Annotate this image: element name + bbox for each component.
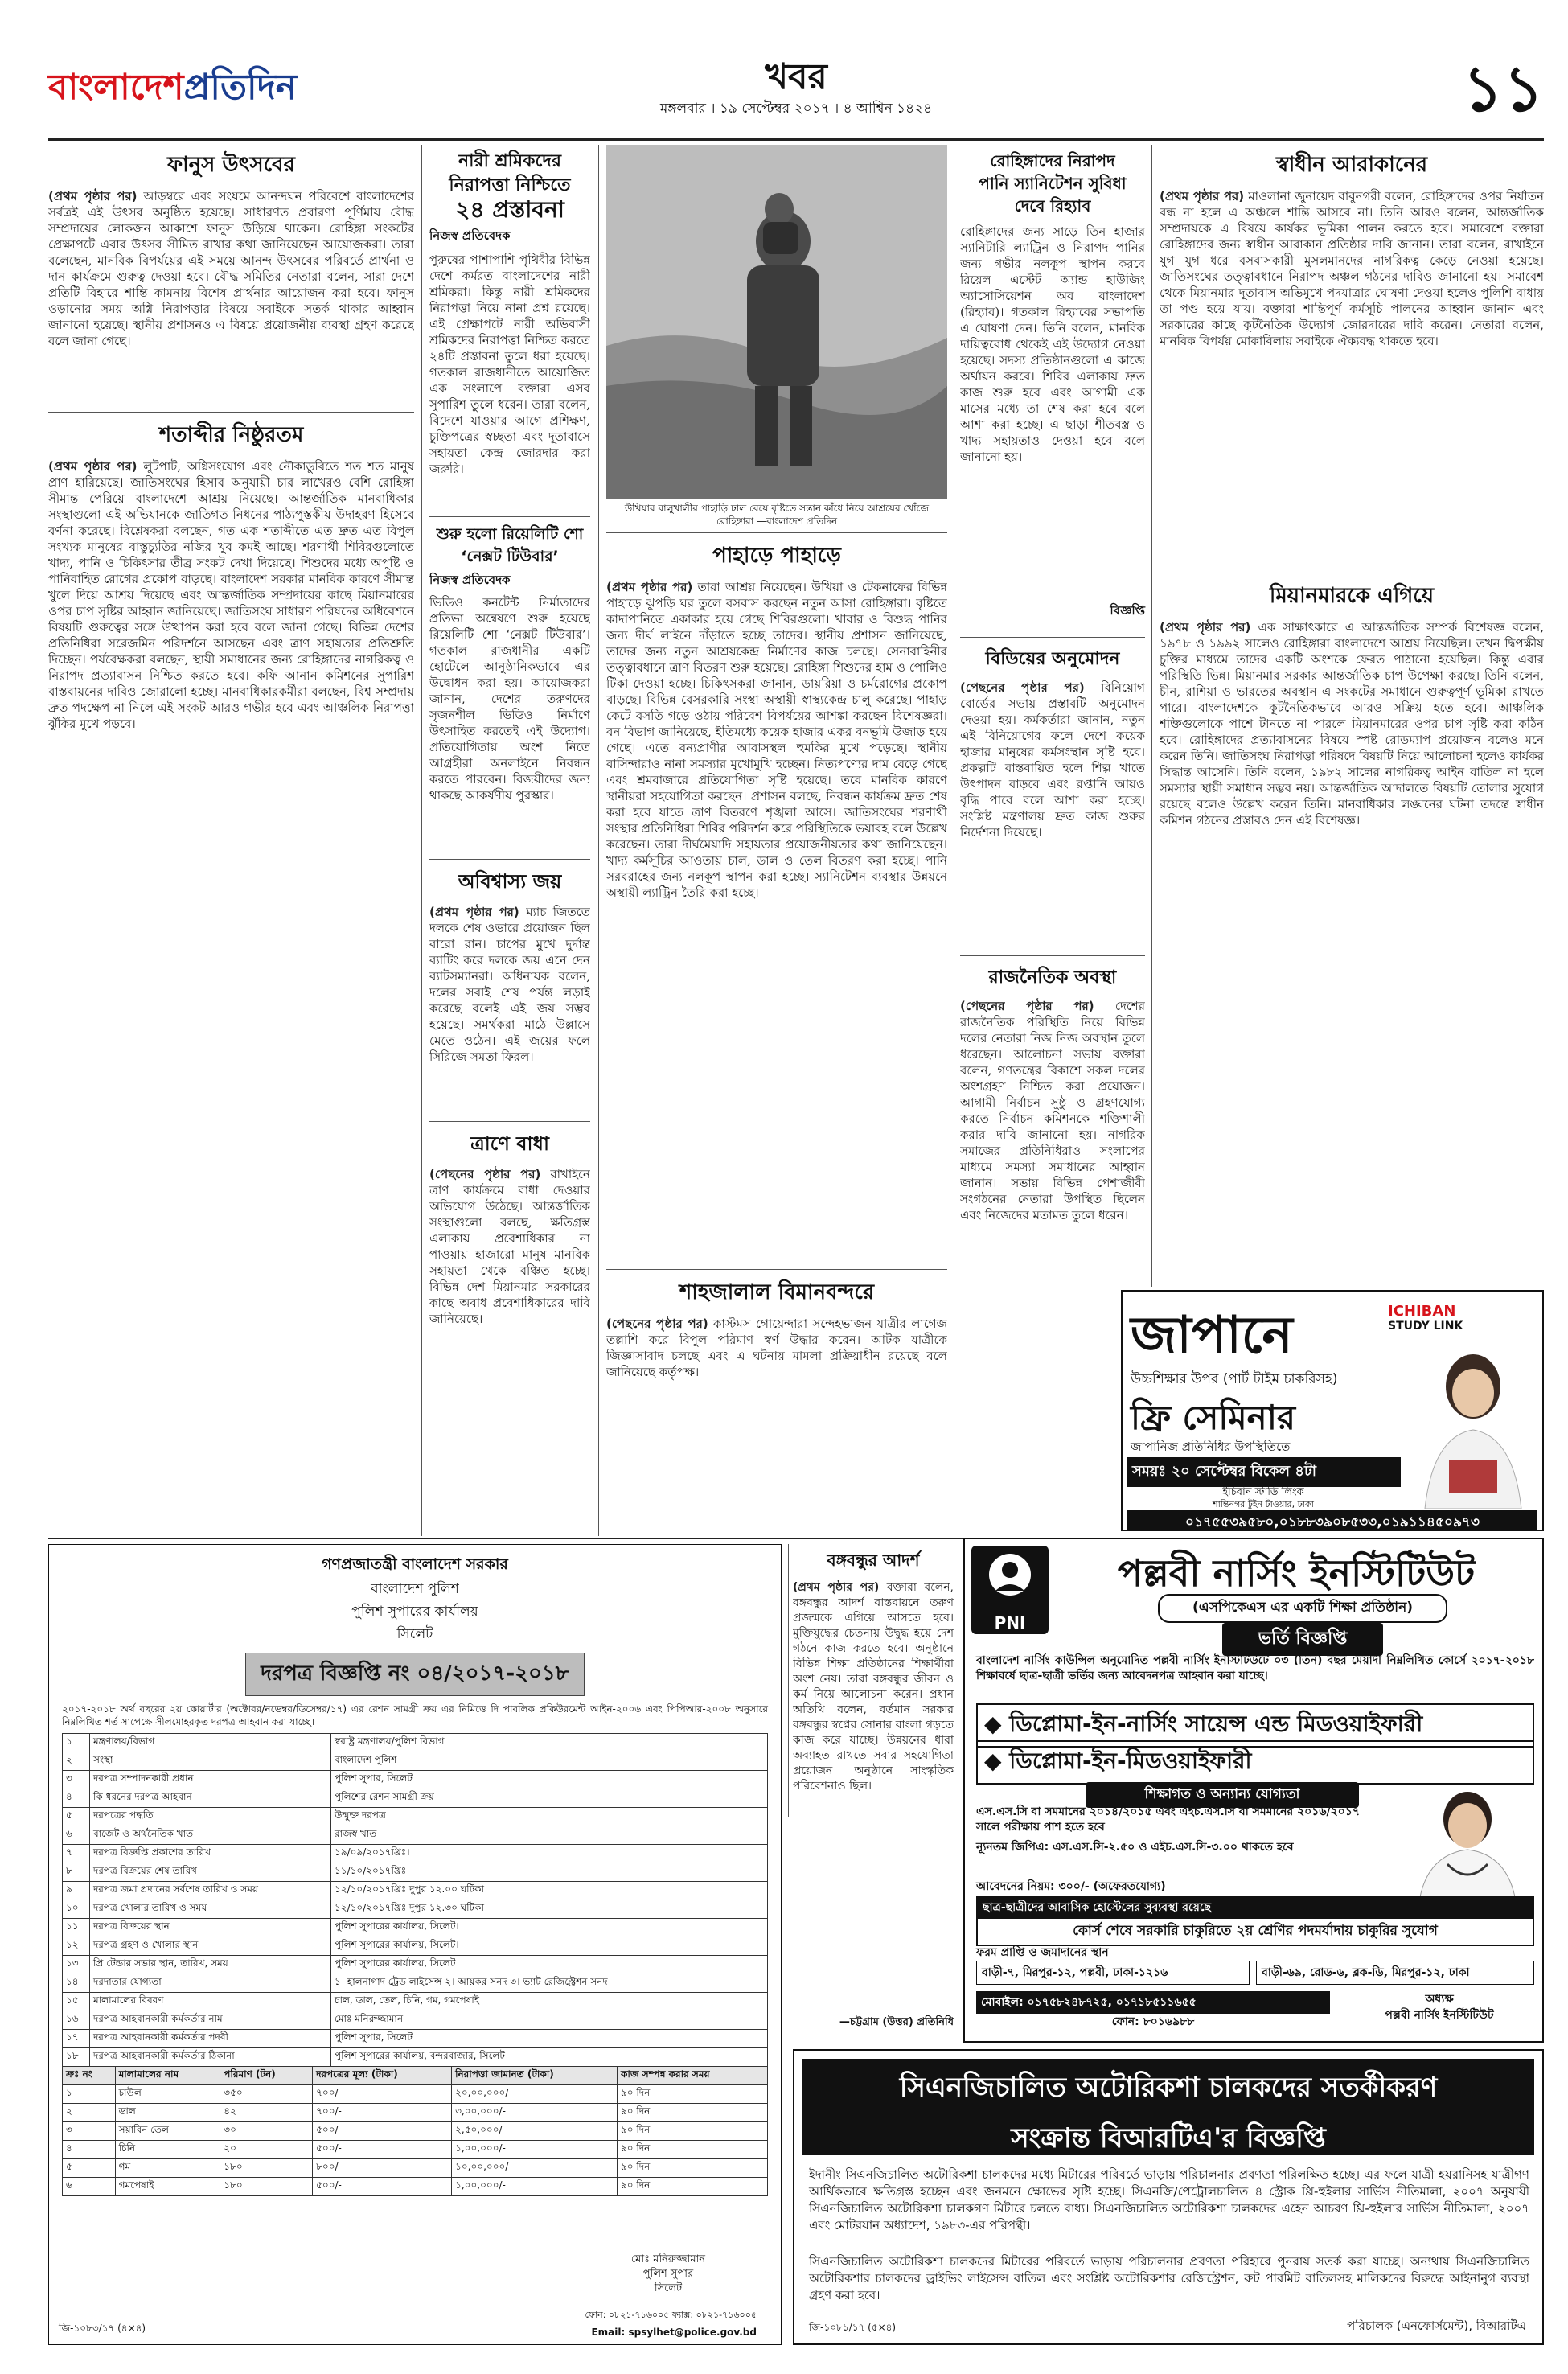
hostel-info: ছাত্র-ছাত্রীদের আবাসিক হোস্টেলের সুব্যবস্থা রয়েছে <box>976 1896 1534 1919</box>
tender-cell: ১৮ <box>63 2048 90 2067</box>
article-headline[interactable] <box>429 150 590 222</box>
brta-signer: পরিচালক (এনফোর্সমেন্ট), বিআরটিএ <box>1347 2319 1526 2333</box>
tender-cell: ৭ <box>63 1845 90 1863</box>
dateline: মঙ্গলবার । ১৯ সেপ্টেম্বর ২০১৭ । ৪ আশ্বিন ১৪২৪ <box>659 101 933 117</box>
items-cell: ২০ <box>220 2141 313 2159</box>
qualification-2: ন্যূনতম জিপিএ: এস.এস.সি-২.৫০ ও এইচ.এস.সি-৩.০০ থাকতে হবে <box>976 1841 1294 1854</box>
flood-photo <box>606 145 947 499</box>
police-tender-notice[interactable] <box>48 1544 782 2345</box>
article-headline[interactable] <box>960 150 1145 217</box>
tender-banner: দরপত্র বিজ্ঞপ্তি নং ০৪/২০১৭-২০১৮ <box>245 1653 584 1696</box>
article-headline[interactable]: ফানুস উৎসবের <box>167 153 295 177</box>
tender-cell: ১। হালনাগাদ ট্রেড লাইসেন্স ২। আয়কর সনদ ৩। ভ্যাট রেজিস্ট্রেশন সনদ <box>331 1974 768 1993</box>
article-miyanmar <box>1160 576 1544 1284</box>
tender-row <box>63 2011 768 2030</box>
article-shahjalal <box>606 1272 947 1473</box>
items-cell: ৩,০০,০০০/- <box>452 2104 618 2122</box>
items-cell: ৯০ দিন <box>617 2178 767 2196</box>
nursing-signer-title: অধ্যক্ষ <box>1425 1993 1454 2006</box>
tender-dept: বাংলাদেশ পুলিশ <box>371 1581 459 1597</box>
tender-row <box>63 1900 768 1919</box>
section-rule <box>48 412 414 413</box>
tender-row <box>63 2030 768 2048</box>
course-1[interactable]: ◆ ডিপ্লোমা-ইন-নার্সিং সায়েন্স এন্ড মিডওয়াইফারী <box>976 1703 1534 1748</box>
nursing-phone: ফোন: ৮০১৬৯৮৮ <box>1111 2015 1195 2028</box>
tender-row <box>63 1826 768 1845</box>
tender-code: জি-১০৮৩/১৭ (৪×৪) <box>59 2323 146 2334</box>
student-photo <box>1409 1340 1537 1509</box>
photo-caption: উখিয়ার বালুখালীর পাহাড়ি ঢাল বেয়ে বৃষ্টিতে সন্তান কাঁধে নিয়ে আশ্রয়ের খোঁজে রোহিঙ্গারা —বাংলাদেশ প্রতিদিন <box>624 503 930 527</box>
article-rohingyader <box>960 145 1145 635</box>
items-cell: গমপেষাই <box>115 2178 220 2196</box>
tender-row <box>63 1808 768 1826</box>
tender-cell: স্বরাষ্ট্র মন্ত্রণালয়/পুলিশ বিভাগ <box>331 1734 768 1752</box>
headline-line: পানি স্যানিটেশন সুবিধা <box>979 174 1127 193</box>
free-seminar: ফ্রি সেমিনার <box>1131 1398 1296 1437</box>
nursing-signer <box>1343 1991 1536 2023</box>
article-body: ভিডিও কনটেন্ট নির্মাতাদের প্রতিভা অন্বেষণে শুরু হয়েছে রিয়েলিটি শো ‘নেক্সট টিউবার’। গতকাল রাজধানীর একটি হোটেলে আনুষ্ঠানিকভাবে এর উদ্বোধন করা হয়। আয়োজকরা জানান, দেশের তরুণদের সৃজনশীল ভিডিও নির্মাণে উৎসাহিত করতেই এই উদ্যোগ। প্রতিযোগিতায় অংশ নিতে আগ্রহীরা অনলাইনে নিবন্ধন করতে পারবেন। বিজয়ীদের জন্য থাকছে আকর্ষণীয় পুরস্কার। <box>429 595 590 803</box>
tender-cell: পুলিশ সুপার, সিলেট <box>331 2030 768 2048</box>
items-row <box>63 2122 768 2141</box>
items-cell: ৪২ <box>220 2104 313 2122</box>
byline: নিজস্ব প্রতিবেদক <box>429 228 511 243</box>
tender-signature <box>580 2253 757 2296</box>
items-cell: ২ <box>63 2104 116 2122</box>
nursing-sub: (এসপিকেএস এর একটি শিক্ষা প্রতিষ্ঠান) <box>1158 1594 1447 1623</box>
section-name: খবর <box>765 56 827 97</box>
job-opportunity: কোর্স শেষে সরকারি চাকুরিতে ২য় শ্রেণির পদমর্যাদায় চাকুরির সুযোগ <box>976 1917 1534 1946</box>
tender-cell: মালামালের বিবরণ <box>90 1993 331 2011</box>
headline-line: শুরু হলো রিয়েলিটি শো <box>436 525 584 543</box>
tender-row <box>63 1752 768 1771</box>
japanese-rep: জাপানিজ প্রতিনিধির উপস্থিতিতে <box>1131 1440 1291 1454</box>
jump-label: (প্রথম পৃষ্ঠার পর) <box>793 1581 880 1594</box>
column-divider <box>1151 145 1152 1287</box>
tender-cell: মন্ত্রণালয়/বিভাগ <box>90 1734 331 1752</box>
items-header-cell: দরপত্রের মূল্য (টাকা) <box>313 2067 452 2085</box>
items-cell: ৫০০/- <box>313 2178 452 2196</box>
course-2-label: ডিপ্লোমা-ইন-মিডওয়াইফারী <box>1009 1748 1252 1774</box>
tender-cell: দরপত্র জমা প্রদানের সর্বশেষ তারিখ ও সময় <box>90 1882 331 1900</box>
article-headline[interactable]: পাহাড়ে পাহাড়ে <box>712 544 841 568</box>
article-body: আড়ম্বরে এবং সংযমে আনন্দঘন পরিবেশে বাংলাদেশের সর্বত্রই এই উৎসব অনুষ্ঠিত হয়েছে। সাধারণত প্রবারণা পূর্ণিমায় বৌদ্ধ সম্প্রদায়ের লোকজন আকাশে ফানুস উড়িয়ে থাকেন। রোহিঙ্গা সংকটের প্রেক্ষাপটে এবার উৎসব সীমিত রাখার কথা জানিয়েছেন আয়োজকরা। তারা বলেছেন, মানবিক বিপর্যয়ের এই সময়ে আনন্দ উৎসবের পরিবর্তে প্রার্থনা ও দান কার্যক্রমে গুরুত্ব দেওয়া হবে। বৌদ্ধ সমিতির নেতারা বলেন, সারা দেশে প্রতিটি বিহারে শান্তি কামনায় বিশেষ প্রার্থনার আয়োজন করা হবে। ফানুস ওড়ানোর সময় অগ্নি নিরাপত্তার বিষয়ে সবাইকে সতর্ক থাকার আহ্বান জানানো হয়েছে। স্থানীয় প্রশাসনও এ বিষয়ে প্রয়োজনীয় ব্যবস্থা গ্রহণ করেছে বলে জানা গেছে। <box>48 189 414 348</box>
japan-ad-org: ইচিবান স্টাডি লিংক <box>1222 1486 1304 1498</box>
tender-contact: ফোন: ০৮২১-৭১৬০০৫ ফ্যাক্স: ০৮২১-৭১৬০০৫ <box>585 2310 757 2320</box>
article-headline[interactable] <box>429 523 590 568</box>
section-rule <box>429 859 590 860</box>
items-header-cell: ক্রঃ নং <box>63 2067 116 2085</box>
nursing-signer-org: পল্লবী নার্সিং ইনস্টিটিউট <box>1385 2009 1494 2022</box>
tender-cell: ১৭ <box>63 2030 90 2048</box>
tender-cell: ৯ <box>63 1882 90 1900</box>
jump-label: (প্রথম পৃষ্ঠার পর) <box>1160 189 1245 203</box>
items-row <box>63 2178 768 2196</box>
brta-title-2: সংক্রান্ত বিআরটিএ'র বিজ্ঞপ্তি <box>1011 2122 1326 2154</box>
tender-cell: দরপত্র সম্পাদনকারী প্রধান <box>90 1771 331 1789</box>
byline: —চট্টগ্রাম (উত্তর) প্রতিনিধি <box>839 2016 954 2028</box>
tender-cell: পুলিশ সুপার, সিলেট <box>331 1771 768 1789</box>
jump-label: (প্রথম পৃষ্ঠার পর) <box>48 459 138 474</box>
article-body: তারা আশ্রয় নিয়েছেন। উখিয়া ও টেকনাফের বিভিন্ন পাহাড়ে ঝুপড়ি ঘর তুলে বসবাস করছেন নতুন আসা রোহিঙ্গারা। বৃষ্টিতে কাদাপানিতে একাকার হয়ে গেছে শিবিরগুলো। খাবার ও বিশুদ্ধ পানির জন্য দীর্ঘ লাইনে দাঁড়াতে হচ্ছে তাদের। স্থানীয় প্রশাসন জানিয়েছে, তাদের জন্য নতুন আশ্রয়কেন্দ্র নির্মাণের কাজ চলছে। সেনাবাহিনীর তত্ত্বাবধানে ত্রাণ বিতরণ শুরু হয়েছে। রোহিঙ্গা শিশুদের হাম ও পোলিও টিকা দেওয়া হচ্ছে। চিকিৎসকরা জানান, ডায়রিয়া ও চর্মরোগের প্রকোপ বাড়ছে। বিভিন্ন বেসরকারি সংস্থা অস্থায়ী স্বাস্থ্যকেন্দ্র চালু করেছে। পাহাড় কেটে বসতি গড়ে ওঠায় পরিবেশ বিপর্যয়ের আশঙ্কা করছেন বিশেষজ্ঞরা। বন বিভাগ জানিয়েছে, ইতিমধ্যে কয়েক হাজার একর বনভূমি উজাড় হয়ে গেছে। এতে বন্যপ্রাণীর আবাসস্থল হুমকির মুখে পড়েছে। স্থানীয় বাসিন্দারাও নানা সমস্যার মুখোমুখি হচ্ছেন। নিত্যপণ্যের দাম বেড়ে গেছে এবং শ্রমবাজারে প্রতিযোগিতা সৃষ্টি হয়েছে। তবে মানবিক কারণে স্থানীয়রা সহযোগিতা করছেন। প্রশাসন বলছে, নিবন্ধন কার্যক্রম দ্রুত শেষ করা হবে যাতে ত্রাণ বিতরণে শৃঙ্খলা আসে। জাতিসংঘের শরণার্থী সংস্থার প্রতিনিধিরা শিবির পরিদর্শন করে পরিস্থিতিকে ভয়াবহ বলে উল্লেখ করেছেন। তারা দীর্ঘমেয়াদি সহায়তার প্রয়োজনীয়তার কথা জানিয়েছেন। খাদ্য কর্মসূচির আওতায় চাল, ডাল ও তেল বিতরণ করা হচ্ছে। পানি সরবরাহের জন্য নলকূপ স্থাপন করা হচ্ছে। স্যানিটেশন ব্যবস্থার উন্নয়নে অস্থায়ী ল্যাট্রিন তৈরি করা হচ্ছে। <box>606 580 947 900</box>
headline-line: দেবে রিহ্যাব <box>1014 196 1091 216</box>
jump-label: (পেছনের পৃষ্ঠার পর) <box>606 1316 708 1331</box>
byline: বিজ্ঞপ্তি <box>1110 603 1145 618</box>
article-body: দেশের রাজনৈতিক পরিস্থিতি নিয়ে বিভিন্ন দলের নেতারা নিজ নিজ অবস্থান তুলে ধরেছেন। আলোচনা সভায় বক্তারা বলেন, গণতন্ত্রের বিকাশে সকল দলের অংশগ্রহণ নিশ্চিত করা প্রয়োজন। আগামী নির্বাচন সুষ্ঠু ও গ্রহণযোগ্য করতে নির্বাচন কমিশনকে শক্তিশালী করার দাবি জানানো হয়। নাগরিক সমাজের প্রতিনিধিরাও সংলাপের মাধ্যমে সমস্যা সমাধানের আহ্বান জানান। সভায় বিভিন্ন পেশাজীবী সংগঠনের নেতারা উপস্থিত ছিলেন এবং নিজেদের মতামত তুলে ধরেন। <box>960 999 1145 1222</box>
article-obishshasho <box>429 862 590 1119</box>
article-tran <box>429 1124 590 1534</box>
tender-cell: ২ <box>63 1752 90 1771</box>
pni-logo-text: PNI <box>994 1613 1026 1633</box>
tender-cell: উন্মুক্ত দরপত্র <box>331 1808 768 1826</box>
article-body: এক সাক্ষাৎকারে এ আন্তর্জাতিক সম্পর্ক বিশেষজ্ঞ বলেন, ১৯৭৮ ও ১৯৯২ সালেও রোহিঙ্গারা বাংলাদেশে আশ্রয় নিয়েছিল। তখন দ্বিপক্ষীয় চুক্তির মাধ্যমে তাদের একটি অংশকে ফেরত পাঠানো হয়েছিল। কিন্তু এবার পরিস্থিতি ভিন্ন। মিয়ানমার সরকার আন্তর্জাতিক চাপ উপেক্ষা করছে। তিনি বলেন, চীন, রাশিয়া ও ভারতের অবস্থান এ সংকটের সমাধানে গুরুত্বপূর্ণ ভূমিকা রাখতে পারে। বাংলাদেশকে কূটনৈতিকভাবে আরও সক্রিয় হতে হবে। আঞ্চলিক শক্তিগুলোকে পাশে টানতে না পারলে মিয়ানমারের ওপর চাপ সৃষ্টি করা কঠিন হবে। রোহিঙ্গাদের প্রত্যাবাসনের বিষয়ে স্পষ্ট রোডম্যাপ প্রয়োজন বলেও মনে করেন তিনি। জাতিসংঘ নিরাপত্তা পরিষদে বিষয়টি নিয়ে আলোচনা হলেও কার্যকর সিদ্ধান্ত আসেনি। তিনি বলেন, ১৯৮২ সালের নাগরিকত্ব আইন বাতিল না হলে সমস্যার স্থায়ী সমাধান সম্ভব নয়। আন্তর্জাতিক আদালতে বিষয়টি তোলার সুযোগ রয়েছে বলেও উল্লেখ করেন তিনি। মানবাধিকার লঙ্ঘনের ঘটনা তদন্তে স্বাধীন কমিশন গঠনের প্রস্তাবও দেন এই বিশেষজ্ঞ। <box>1160 620 1544 828</box>
tender-cell: ১২/১০/২০১৭খ্রিঃ দুপুর ১২.৩০ ঘটিকা <box>331 1900 768 1919</box>
items-cell: ৫০০/- <box>313 2141 452 2159</box>
items-cell: ১,০০,০০০/- <box>452 2178 618 2196</box>
japan-ad-subtitle: উচ্চশিক্ষার উপর (পার্ট টাইম চাকরিসহ) <box>1131 1371 1338 1387</box>
jump-label: (পেছনের পৃষ্ঠার পর) <box>960 999 1094 1013</box>
article-body: বিনিয়োগ বোর্ডের সভায় প্রস্তাবটি অনুমোদন দেওয়া হয়। কর্মকর্তারা জানান, নতুন এই বিনিয়োগের ফলে দেশে কয়েক হাজার মানুষের কর্মসংস্থান সৃষ্টি হবে। প্রকল্পটি বাস্তবায়িত হলে শিল্প খাতে উৎপাদন বাড়বে এবং রপ্তানি আয়ও বৃদ্ধি পাবে বলে আশা করা হচ্ছে। সংশ্লিষ্ট মন্ত্রণালয় দ্রুত কাজ শুরুর নির্দেশনা দিয়েছে। <box>960 680 1145 840</box>
items-header-cell: কাজ সম্পন্ন করার সময় <box>617 2067 767 2085</box>
article-headline[interactable]: স্বাধীন আরাকানের <box>1275 153 1428 177</box>
tender-row <box>63 1937 768 1956</box>
items-cell: ২,৫০,০০০/- <box>452 2122 618 2141</box>
article-headline[interactable]: ত্রাণে বাধা <box>470 1132 549 1155</box>
headline-line: নারী শ্রমিকদের <box>458 151 561 171</box>
nursing-institute-ad[interactable] <box>963 1538 1544 2043</box>
items-cell: ১০,০০,০০০/- <box>452 2159 618 2178</box>
tender-cell: ৪ <box>63 1789 90 1808</box>
headline-line: রোহিঙ্গাদের নিরাপদ <box>990 151 1115 170</box>
nurse-illustration <box>1399 1780 1536 1901</box>
signer-name: মোঃ মনিরুজ্জামান <box>630 2253 706 2265</box>
tender-row <box>63 1771 768 1789</box>
tender-cell: পুলিশ সুপারের কার্যালয়, সিলেট <box>331 1956 768 1974</box>
article-reality <box>429 520 590 857</box>
article-headline[interactable]: বিডিয়ের অনুমোদন <box>985 649 1120 669</box>
section-rule <box>960 637 1145 638</box>
tender-email[interactable]: Email: spsylhet@police.gov.bd <box>591 2327 757 2338</box>
items-cell: ২০,০০,০০০/- <box>452 2085 618 2104</box>
article-body: রোহিঙ্গাদের জন্য সাড়ে তিন হাজার স্যানিটারি ল্যাট্রিন ও নিরাপদ পানির জন্য গভীর নলকূপ স্থাপন করবে রিয়েল এস্টেট অ্যান্ড হাউজিং অ্যাসোসিয়েশন অব বাংলাদেশ (রিহ্যাব)। গতকাল রিহ্যাবের সভাপতি এ ঘোষণা দেন। তিনি বলেন, মানবিক দায়িত্ববোধ থেকেই এই উদ্যোগ নেওয়া হয়েছে। সদস্য প্রতিষ্ঠানগুলো এ কাজে অর্থায়ন করবে। শিবির এলাকায় দ্রুত কাজ শুরু হবে এবং আগামী এক মাসের মধ্যে তা শেষ করা হবে বলে আশা করা হচ্ছে। এ ছাড়া শীতবস্ত্র ও খাদ্য সহায়তাও দেওয়া হবে বলে জানানো হয়। <box>960 224 1145 464</box>
column-divider <box>598 145 599 1536</box>
campus-2: বাড়ী-৬৯, রোড-৬, ব্লক-ডি, মিরপুর-১২, ঢাকা <box>1256 1961 1534 1985</box>
tender-cell: ৮ <box>63 1863 90 1882</box>
pni-logo <box>971 1546 1049 1634</box>
items-cell: ১ <box>63 2085 116 2104</box>
logo-main: ICHIBAN <box>1388 1303 1456 1320</box>
tender-cell: রাজস্ব খাত <box>331 1826 768 1845</box>
tender-gov: গণপ্রজাতন্ত্রী বাংলাদেশ সরকার <box>322 1555 508 1573</box>
article-headline[interactable]: রাজনৈতিক অবস্থা <box>988 967 1117 988</box>
tender-cell: মোঃ মনিরুজ্জামান <box>331 2011 768 2030</box>
japan-ad-phones: ০১৭৫৫৩৯৫৮০,০১৮৮৩৯০৮৫৩৩,০১৯১১৪৫০৯৭৩ <box>1127 1510 1537 1531</box>
jump-label: (পেছনের পৃষ্ঠার পর) <box>960 680 1085 695</box>
jump-label: (প্রথম পৃষ্ঠার পর) <box>48 189 138 203</box>
tender-items-table <box>62 2066 768 2196</box>
brta-para-1: ইদানীং সিএনজিচালিত অটোরিকশা চালকদের মধ্যে মিটারের পরিবর্তে ভাড়ায় পরিচালনার প্রবণতা পরিলক্ষিত হচ্ছে। এর ফলে যাত্রী হয়রানিসহ যাত্রীগণ আর্থিকভাবে ক্ষতিগ্রস্ত হচ্ছেন এবং জনমনে ক্ষোভের সৃষ্টি হচ্ছে। সিএনজি/পেট্রোলচালিত ৪ স্ট্রোক থ্রি-হুইলার সার্ভিস নীতিমালা, ২০০৭ অনুযায়ী সিএনজিচালিত অটোরিকশা চালকগণ মিটারে চলতে বাধ্য। সিএনজিচালিত অটোরিকশা চালকদের এহেন আচরণ থ্রি-হুইলার সার্ভিস নীতিমালা, ২০০৭ এবং মোটরযান অধ্যাদেশ, ১৯৮৩-এর পরিপন্থী। <box>809 2167 1529 2232</box>
items-cell: ৭০০/- <box>313 2104 452 2122</box>
items-cell: চাউল <box>115 2085 220 2104</box>
tender-details-table <box>62 1733 768 2067</box>
items-cell: সয়াবিন তেল <box>115 2122 220 2141</box>
tender-cell: বাজেট ও অর্থনৈতিক খাত <box>90 1826 331 1845</box>
items-cell: গম <box>115 2159 220 2178</box>
tender-row <box>63 1734 768 1752</box>
tender-cell: ৩ <box>63 1771 90 1789</box>
tender-cell: কি ধরনের দরপত্র আহবান <box>90 1789 331 1808</box>
tender-cell: ১৫ <box>63 1993 90 2011</box>
headline-line: ‘নেক্সট টিউবার’ <box>461 548 559 565</box>
tender-cell: ১০ <box>63 1900 90 1919</box>
items-cell: ৪ <box>63 2141 116 2159</box>
tender-row <box>63 1974 768 1993</box>
page-number: ১১ <box>1462 53 1544 125</box>
items-cell: ৯০ দিন <box>617 2104 767 2122</box>
tender-cell: দরপত্র বিক্রয়ের শেষ তারিখ <box>90 1863 331 1882</box>
column-divider <box>421 145 422 1536</box>
article-headline[interactable]: শাহজালাল বিমানবন্দরে <box>679 1280 875 1304</box>
nursing-title: পল্লবী নার্সিং ইনস্টিটিউট <box>1117 1551 1476 1595</box>
headline-line: ২৪ প্রস্তাবনা <box>455 196 564 223</box>
items-row <box>63 2141 768 2159</box>
qualification-1: এস.এস.সি বা সমমানের ২০১৪/২০১৫ এবং এইচ.এস.সি বা সমমানের ২০১৬/২০১৭ সালে পরীক্ষায় পাশ হতে হবে <box>976 1805 1360 1834</box>
tender-intro: ২০১৭-২০১৮ অর্থ বছরের ২য় কোয়ার্টার (অক্টোবর/নভেম্বর/ডিসেম্বর/১৭) এর রেশন সামগ্রী ক্রয় এর নিমিত্তে দি পাবলিক প্রকিউরমেন্ট আইন-২০০৬ এবং পিপিআর-২০০৮ অনুসারে নিম্নলিখিত শর্ত সাপেক্ষে সীলমোহরকৃত দরপত্র আহবান করা যাচ্ছে। <box>62 1703 768 1727</box>
course-1-label: ডিপ্লোমা-ইন-নার্সিং সায়েন্স এন্ড মিডওয়াইফারী <box>1009 1711 1423 1737</box>
article-headline[interactable]: অবিশ্বাস্য জয় <box>458 870 562 893</box>
items-cell: ৯০ দিন <box>617 2085 767 2104</box>
jump-label: (প্রথম পৃষ্ঠার পর) <box>1160 620 1251 635</box>
items-cell: ১,০০,০০০/- <box>452 2141 618 2159</box>
tender-cell: সংস্থা <box>90 1752 331 1771</box>
brta-para-2: সিএনজিচালিত অটোরিকশা চালকদের মিটারের পরিবর্তে ভাড়ায় পরিচালনার প্রবণতা পরিহারে পুনরায় সতর্ক করা যাচ্ছে। অন্যথায় সিএনজিচালিত অটোরিকশার চালকদের ড্রাইভিং লাইসেন্স বাতিল এবং সংশ্লিষ্ট অটোরিকশার রেজিস্ট্রেশন, রুট পারমিট বাতিলসহ মালিকদের বিরুদ্ধে আইনানুগ ব্যবস্থা গ্রহণ করা হবে। <box>809 2254 1529 2302</box>
tender-cell: ১৬ <box>63 2011 90 2030</box>
tender-cell: দরপত্র আহবানকারী কর্মকর্তার নাম <box>90 2011 331 2030</box>
tender-cell: বাংলাদেশ পুলিশ <box>331 1752 768 1771</box>
signer-title: পুলিশ সুপার <box>642 2268 694 2280</box>
qualification-heading: শিক্ষাগত ও অন্যান্য যোগ্যতা <box>1086 1782 1359 1808</box>
brta-notice-ad[interactable] <box>793 2049 1544 2345</box>
tender-row <box>63 1789 768 1808</box>
tender-city: সিলেট <box>396 1626 433 1642</box>
section-rule <box>429 516 590 517</box>
items-cell: ৯০ দিন <box>617 2122 767 2141</box>
article-headline[interactable]: শতাব্দীর নিষ্ঠুরতম <box>158 423 304 447</box>
section-rule <box>606 1269 947 1270</box>
japan-ad-title: জাপানে <box>1131 1306 1293 1366</box>
logo-part-1: বাংলাদেশ <box>48 67 184 108</box>
nurse-photo <box>1399 1780 1536 1901</box>
tender-row <box>63 1919 768 1937</box>
items-cell: ৩ <box>63 2122 116 2141</box>
tender-row <box>63 1882 768 1900</box>
tender-cell: ৬ <box>63 1826 90 1845</box>
seminar-time: সময়ঃ ২০ সেপ্টেম্বর বিকেল ৪টা <box>1127 1457 1401 1487</box>
signer-city: সিলেট <box>654 2282 683 2294</box>
items-row <box>63 2159 768 2178</box>
tender-row <box>63 1845 768 1863</box>
section-rule <box>606 532 947 533</box>
tender-cell: দরপত্রের পদ্ধতি <box>90 1808 331 1826</box>
brta-title-banner <box>802 2059 1534 2155</box>
jump-label: (প্রথম পৃষ্ঠার পর) <box>606 580 693 594</box>
course-2[interactable]: ◆ ডিপ্লোমা-ইন-মিডওয়াইফারী <box>976 1740 1534 1785</box>
items-cell: ৬ <box>63 2178 116 2196</box>
article-headline[interactable]: বঙ্গবন্ধুর আদর্শ <box>827 1550 920 1570</box>
tender-row <box>63 1956 768 1974</box>
jump-label: (প্রথম পৃষ্ঠার পর) <box>429 905 519 919</box>
tender-cell: ১৪ <box>63 1974 90 1993</box>
section-rule <box>960 955 1145 956</box>
article-body: রাখাইনে ত্রাণ কার্যক্রমে বাধা দেওয়ার অভিযোগ উঠেছে। আন্তর্জাতিক সংস্থাগুলো বলছে, ক্ষতিগ্রস্ত এলাকায় প্রবেশাধিকার না পাওয়ায় হাজারো মানুষ মানবিক সহায়তা থেকে বঞ্চিত হচ্ছে। বিভিন্ন দেশ মিয়ানমার সরকারের কাছে অবাধ প্রবেশাধিকারের দাবি জানিয়েছে। <box>429 1167 590 1326</box>
tender-cell: চাল, ডাল, তেল, চিনি, গম, গমপেষাই <box>331 1993 768 2011</box>
tender-cell: পুলিশের রেশন সামগ্রী ক্রয় <box>331 1789 768 1808</box>
items-cell: ৫০০/- <box>313 2122 452 2141</box>
byline: নিজস্ব প্রতিবেদক <box>429 573 511 587</box>
items-cell: ৩০ <box>220 2122 313 2141</box>
section-rule <box>429 1121 590 1122</box>
article-fanus <box>48 145 414 410</box>
lower-section-rule <box>48 1538 1121 1539</box>
article-rajnoitik <box>960 959 1145 1473</box>
tender-cell: ৫ <box>63 1808 90 1826</box>
tender-cell: ১২/১০/২০১৭খ্রিঃ দুপুর ১২.০০ ঘটিকা <box>331 1882 768 1900</box>
items-cell: ৭০০/- <box>313 2085 452 2104</box>
tender-cell: ১৯/০৯/২০১৭খ্রিঃ। <box>331 1845 768 1863</box>
tender-office: পুলিশ সুপারের কার্যালয় <box>351 1604 478 1620</box>
tender-cell: ১১ <box>63 1919 90 1937</box>
items-cell: ১৮০ <box>220 2178 313 2196</box>
ichiban-logo <box>1388 1303 1533 1333</box>
headline-line: নিরাপত্তা নিশ্চিতে <box>449 175 571 195</box>
tender-row <box>63 2048 768 2067</box>
items-cell: ৩৫০ <box>220 2085 313 2104</box>
campus-1: বাড়ী-৭, মিরপুর-১২, পল্লবী, ঢাকা-১২১৬ <box>976 1961 1250 1985</box>
items-cell: ৯০ দিন <box>617 2141 767 2159</box>
article-body: কাস্টমস গোয়েন্দারা সন্দেহভাজন যাত্রীর লাগেজ তল্লাশি করে বিপুল পরিমাণ স্বর্ণ উদ্ধার করেন। আটক যাত্রীকে জিজ্ঞাসাবাদ চলছে এবং এ ঘটনায় মামলা প্রক্রিয়াধীন রয়েছে বলে জানিয়েছে কর্তৃপক্ষ। <box>606 1316 947 1379</box>
admission-info: বাংলাদেশ নার্সিং কাউন্সিল অনুমোদিত পল্লবী নার্সিং ইনস্টিটিউটে ০৩ (তিন) বছর মেয়াদী নিম্নলিখিত কোর্সে ২০১৭-২০১৮ শিক্ষাবর্ষে ছাত্র-ছাত্রী ভর্তির জন্য আবেদনপত্র আহবান করা যাচ্ছে। <box>976 1654 1534 1682</box>
items-row <box>63 2085 768 2104</box>
newspaper-logo[interactable] <box>48 60 338 117</box>
article-body: মাওলানা জুনায়েদ বাবুনগরী বলেন, রোহিঙ্গাদের ওপর নির্যাতন বন্ধ না হলে এ অঞ্চলে শান্তি আসবে না। তিনি আরও বলেন, আন্তর্জাতিক সম্প্রদায়কে এ বিষয়ে কার্যকর ভূমিকা পালন করতে হবে। সমাবেশে বক্তারা রোহিঙ্গাদের জন্য স্বাধীন আরাকান প্রতিষ্ঠার দাবি জানান। তারা বলেন, রাখাইনে যুগ যুগ ধরে বসবাসকারী মুসলমানদের নাগরিকত্ব কেড়ে নেওয়া হয়েছে। জাতিসংঘের তত্ত্বাবধানে নিরাপদ অঞ্চল গঠনের দাবিও জানানো হয়। সমাবেশ থেকে মিয়ানমার দূতাবাস অভিমুখে পদযাত্রার ঘোষণা দেওয়া হলেও পুলিশি বাধায় তা পণ্ড হয়ে যায়। বক্তারা শান্তিপূর্ণ কর্মসূচি পালনের আহ্বান জানান এবং সরকারের কাছে কূটনৈতিক উদ্যোগ জোরদারের দাবি করেন। নেতারা বলেন, মানবিক বিপর্যয় মোকাবিলায় সবাইকে ঐক্যবদ্ধ থাকতে হবে। <box>1160 189 1544 348</box>
tender-cell: পুলিশ সুপারের কার্যালয়, বন্দরবাজার, সিলেট। <box>331 2048 768 2067</box>
tender-cell: পুলিশ সুপারের কার্যালয়, সিলেট। <box>331 1937 768 1956</box>
items-cell: ডাল <box>115 2104 220 2122</box>
items-header-cell: পরিমাণ (টন) <box>220 2067 313 2085</box>
application-fee: আবেদনের নিয়ম: ৩০০/- (অফেরতযোগ্য) <box>976 1880 1166 1893</box>
jump-label: (পেছনের পৃষ্ঠার পর) <box>429 1167 541 1181</box>
items-cell: ৯০ দিন <box>617 2159 767 2178</box>
article-shotabdir <box>48 415 414 1533</box>
items-cell: ৮০০/- <box>313 2159 452 2178</box>
tender-cell: ১৩ <box>63 1956 90 1974</box>
masthead <box>48 40 1544 137</box>
items-cell: ১৮০ <box>220 2159 313 2178</box>
tender-cell: দরপত্র গ্রহণ ও খোলার স্থান <box>90 1937 331 1956</box>
photo-illustration <box>606 145 947 499</box>
student-illustration <box>1409 1340 1537 1509</box>
items-header-cell: মালামালের নাম <box>115 2067 220 2085</box>
tender-cell: দরপত্র আহবানকারী কর্মকর্তার ঠিকানা <box>90 2048 331 2067</box>
tender-cell: ১ <box>63 1734 90 1752</box>
tender-cell: দরপত্র আহবানকারী কর্মকর্তার পদবী <box>90 2030 331 2048</box>
items-cell: ৫ <box>63 2159 116 2178</box>
japan-ad-address: শান্তিনগর টুইন টাওয়ার, ঢাকা <box>1213 1499 1314 1509</box>
tender-cell: দরপত্র বিক্রয়ের স্থান <box>90 1919 331 1937</box>
items-header-cell: নিরাপত্তা জামানত (টাকা) <box>452 2067 618 2085</box>
tender-cell: দরপত্র খোলার তারিখ ও সময় <box>90 1900 331 1919</box>
items-row <box>63 2104 768 2122</box>
logo-sub: STUDY LINK <box>1388 1320 1463 1333</box>
brta-title-1: সিএনজিচালিত অটোরিকশা চালকদের সতর্কীকরণ <box>899 2072 1438 2104</box>
article-shadhin <box>1160 145 1544 571</box>
article-bangabandhu <box>793 1544 954 2043</box>
tender-cell: প্রি টেন্ডার সভার স্থান, তারিখ, সময় <box>90 1956 331 1974</box>
article-headline[interactable]: মিয়ানমারকে এগিয়ে <box>1269 584 1435 608</box>
tender-cell: দরদাতার যোগ্যতা <box>90 1974 331 1993</box>
article-nari <box>429 145 590 515</box>
items-cell: চিনি <box>115 2141 220 2159</box>
column-divider <box>788 1544 789 1817</box>
article-body: লুটপাট, অগ্নিসংযোগ এবং নৌকাডুবিতে শত শত মানুষ প্রাণ হারিয়েছে। জাতিসংঘের হিসাব অনুযায়ী চার লাখেরও বেশি রোহিঙ্গা সীমান্ত পেরিয়ে বাংলাদেশে আশ্রয় নিয়েছে। আন্তর্জাতিক মানবাধিকার সংস্থাগুলো এই অভিযানকে জাতিগত নিধনের পাঠ্যপুস্তকীয় উদাহরণ হিসেবে বর্ণনা করেছে। বিশ্লেষকরা বলছেন, গত এক শতাব্দীতে এত দ্রুত এত বিপুল সংখ্যক মানুষের বাস্তুচ্যুতির নজির খুব কমই আছে। শরণার্থী শিবিরগুলোতে খাদ্য, পানি ও চিকিৎসার তীব্র সংকট দেখা দিয়েছে। শিশুদের মধ্যে অপুষ্টি ও পানিবাহিত রোগের প্রকোপ বাড়ছে। বাংলাদেশ সরকার মানবিক কারণে সীমান্ত খুলে দিয়ে আশ্রয় দিয়েছে এবং আন্তর্জাতিক সম্প্রদায়ের কাছে মিয়ানমারের ওপর চাপ সৃষ্টির আহ্বান জানিয়েছে। জাতিসংঘ সাধারণ পরিষদের অধিবেশনে বিষয়টি গুরুত্বের সঙ্গে উত্থাপন করা হবে বলে জানা গেছে। বিভিন্ন দেশের প্রতিনিধিরা সরেজমিন পরিদর্শনে আসছেন এবং ত্রাণ সহায়তার প্রতিশ্রুতি দিচ্ছেন। পর্যবেক্ষকরা বলছেন, স্থায়ী সমাধানের জন্য রোহিঙ্গাদের নাগরিকত্ব ও নিরাপদ প্রত্যাবাসন নিশ্চিত করতে হবে। কফি আনান কমিশনের সুপারিশ বাস্তবায়নের দাবিও জোরালো হচ্ছে। মানবাধিকারকর্মীরা বলছেন, বিশ্ব সম্প্রদায় দ্রুত পদক্ষেপ না নিলে এই সংকট আরও গভীর হবে এবং আঞ্চলিক নিরাপত্তা ঝুঁকির মুখে পড়বে। <box>48 459 414 731</box>
article-bidhiyer <box>960 640 1145 954</box>
nurse-emblem-icon <box>971 1546 1049 1610</box>
article-body: বক্তারা বলেন, বঙ্গবন্ধুর আদর্শ বাস্তবায়নে তরুণ প্রজন্মকে এগিয়ে আসতে হবে। মুক্তিযুদ্ধের চেতনায় উদ্বুদ্ধ হয়ে দেশ গঠনে কাজ করতে হবে। অনুষ্ঠানে বিভিন্ন শিক্ষা প্রতিষ্ঠানের শিক্ষার্থীরা অংশ নেয়। তারা বঙ্গবন্ধুর জীবন ও কর্ম নিয়ে আলোচনা করেন। প্রধান অতিথি বলেন, বর্তমান সরকার বঙ্গবন্ধুর স্বপ্নের সোনার বাংলা গড়তে কাজ করে যাচ্ছে। উন্নয়নের ধারা অব্যাহত রাখতে সবার সহযোগিতা প্রয়োজন। অনুষ্ঠানে সাংস্কৃতিক পরিবেশনাও ছিল। <box>793 1581 954 1793</box>
logo-part-2: প্রতিদিন <box>183 67 297 108</box>
tender-cell: ১২ <box>63 1937 90 1956</box>
tender-cell: ১১/১০/২০১৭খ্রিঃ <box>331 1863 768 1882</box>
tender-row <box>63 1863 768 1882</box>
article-body: ম্যাচ জিততে দলকে শেষ ওভারে প্রয়োজন ছিল বারো রান। চাপের মুখে দুর্দান্ত ব্যাটিং করে দলকে জয় এনে দেন ব্যাটসম্যানরা। অধিনায়ক বলেন, দলের সবাই শেষ পর্যন্ত লড়াই করেছে বলেই এই জয় সম্ভব হয়েছে। সমর্থকরা মাঠে উল্লাসে মেতে ওঠেন। এই জয়ের ফলে সিরিজে সমতা ফিরল। <box>429 905 590 1064</box>
tender-cell: দরপত্র বিজ্ঞপ্তি প্রকাশের তারিখ <box>90 1845 331 1863</box>
tender-cell: পুলিশ সুপারের কার্যালয়, সিলেট। <box>331 1919 768 1937</box>
japan-seminar-ad[interactable] <box>1121 1290 1544 1531</box>
article-body: পুরুষের পাশাপাশি পৃথিবীর বিভিন্ন দেশে কর্মরত বাংলাদেশের নারী শ্রমিকরা। কিন্তু নারী শ্রমিকদের নিরাপত্তা নিয়ে নানা প্রশ্ন রয়েছে। এই প্রেক্ষাপটে নারী অভিবাসী শ্রমিকদের নিরাপত্তা নিশ্চিত করতে ২৪টি প্রস্তাবনা তুলে ধরা হয়েছে। গতকাল রাজধানীতে আয়োজিত এক সংলাপে বক্তারা এসব সুপারিশ তুলে ধরেন। তারা বলেন, বিদেশে যাওয়ার আগে প্রশিক্ষণ, চুক্তিপত্রের স্বচ্ছতা এবং দূতাবাসে সহায়তা কেন্দ্র জোরদার করা জরুরি। <box>429 253 590 476</box>
nursing-mobile: মোবাইল: ০১৭৫৮২৪৮৭২৫, ০১৭১৮৫১১৬৫৫ <box>976 1991 1330 2014</box>
brta-code: জি-১০৮১/১৭ (৫×৪) <box>809 2322 897 2333</box>
article-pahare <box>606 536 947 1267</box>
admission-notice: ভর্তি বিজ্ঞপ্তি <box>1222 1623 1383 1656</box>
campus-label: ফরম প্রাপ্তি ও জমাদানের স্থান <box>976 1946 1109 1959</box>
masthead-rule <box>48 138 1544 141</box>
tender-row <box>63 1993 768 2011</box>
